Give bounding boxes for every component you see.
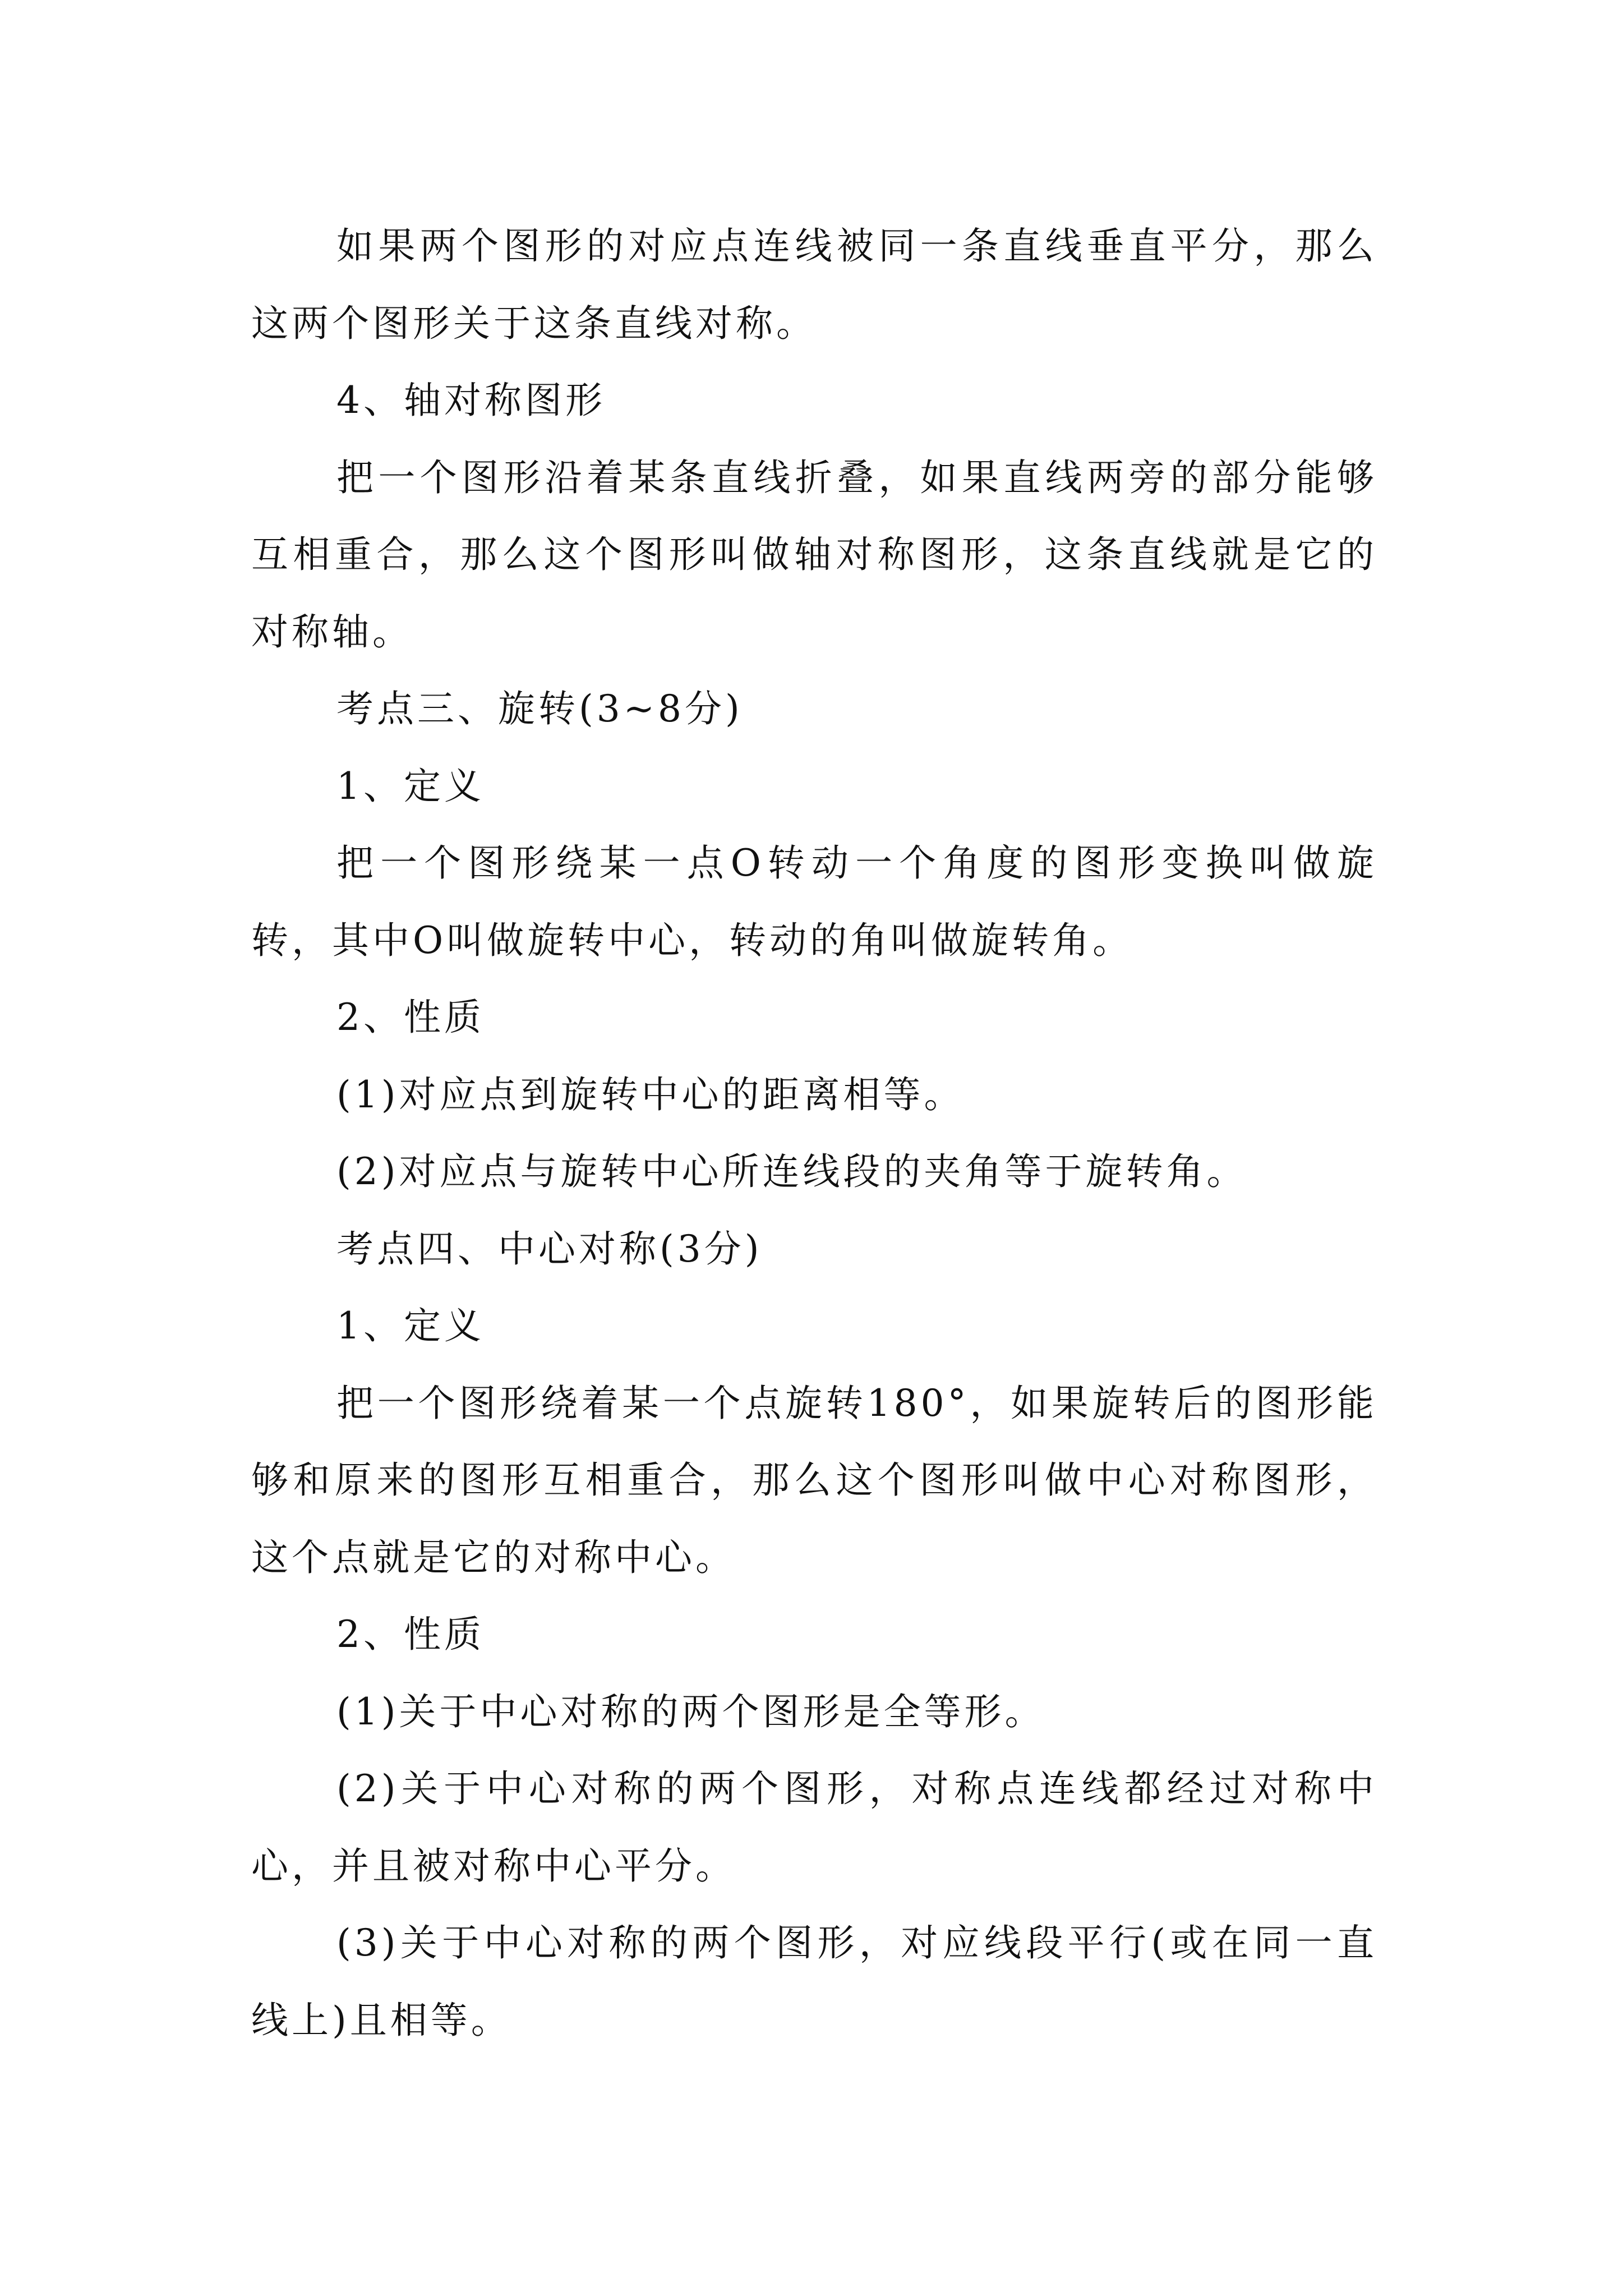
paragraph-axisymmetric-definition: 把一个图形沿着某条直线折叠，如果直线两旁的部分能够互相重合，那么这个图形叫做轴对称图形，这条直线就是它的对称轴。 (251, 455, 1377, 654)
paragraph-central-symmetry-property-1: (1)关于中心对称的两个图形是全等形。 (336, 1690, 1045, 1733)
paragraph-rotation-definition: 把一个图形绕某一点O转动一个角度的图形变换叫做旋转，其中O叫做旋转中心，转动的角叫做旋转角。 (251, 841, 1377, 962)
paragraph-central-symmetry-definition: 把一个图形绕着某一个点旋转180°，如果旋转后的图形能够和原来的图形互相重合，那么这个图形叫做中心对称图形，这个点就是它的对称中心。 (251, 1381, 1377, 1579)
heading-rotation-definition: 1、定义 (336, 764, 485, 808)
paragraph-rotation-property-1: (1)对应点到旋转中心的距离相等。 (336, 1073, 965, 1116)
document-page (251, 208, 1377, 2059)
heading-rotation-section: 考点三、旋转(3~8分) (336, 687, 743, 730)
heading-central-symmetry-definition: 1、定义 (336, 1304, 485, 1347)
heading-rotation-properties: 2、性质 (336, 996, 485, 1039)
heading-axisymmetric-figure: 4、轴对称图形 (336, 379, 606, 422)
paragraph-central-symmetry-property-2: (2)关于中心对称的两个图形，对称点连线都经过对称中心，并且被对称中心平分。 (251, 1767, 1377, 1888)
paragraph-rotation-property-2: (2)对应点与旋转中心所连线段的夹角等于旋转角。 (336, 1150, 1247, 1193)
paragraph-axis-symmetry-condition: 如果两个图形的对应点连线被同一条直线垂直平分，那么这两个图形关于这条直线对称。 (251, 224, 1377, 345)
heading-central-symmetry-properties: 2、性质 (336, 1613, 485, 1656)
heading-central-symmetry-section: 考点四、中心对称(3分) (336, 1227, 763, 1271)
paragraph-central-symmetry-property-3: (3)关于中心对称的两个图形，对应线段平行(或在同一直线上)且相等。 (251, 1921, 1377, 2042)
